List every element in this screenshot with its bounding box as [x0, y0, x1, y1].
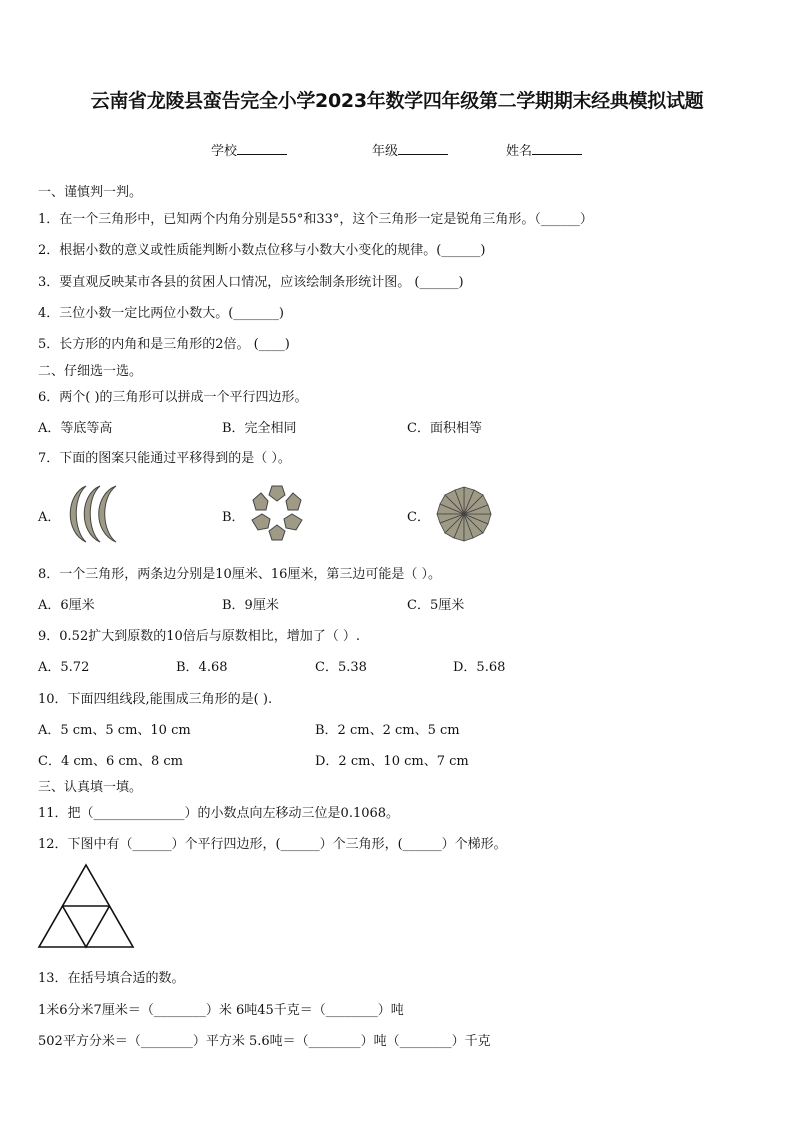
q7-option-b: B．: [222, 510, 245, 525]
section-heading-choose: 二、仔细选一选。: [38, 364, 143, 379]
question-12: 12．下图中有（______）个平行四边形，(______）个三角形，(______）个梯形。: [38, 837, 507, 852]
question-6: 6．两个( )的三角形可以拼成一个平行四边形。: [38, 390, 308, 405]
q13-line-1: 1米6分米7厘米＝（________）米 6吨45千克＝（________）吨: [38, 1003, 404, 1018]
pentagon-ring-figure: [248, 484, 306, 542]
grade-label: 年级: [372, 144, 399, 159]
school-field: [211, 140, 287, 159]
question-1: 1．在一个三角形中，已知两个内角分别是55°和33°，这个三角形一定是锐角三角形。（______）: [38, 212, 593, 227]
triangle-figure: [36, 862, 136, 950]
q13-line-2: 502平方分米＝（________）平方米 5.6吨＝（________）吨（________）千克: [38, 1034, 491, 1049]
crescent-moons-figure: [60, 484, 132, 544]
name-label: 姓名: [506, 144, 533, 159]
question-4: 4．三位小数一定比两位小数大。(_______): [38, 306, 284, 321]
question-3: 3．要直观反映某市各县的贫困人口情况，应该绘制条形统计图。 (______): [38, 275, 464, 290]
question-7: 7．下面的图案只能通过平移得到的是（ ）。: [38, 451, 291, 466]
q9-option-c: C．5.38: [315, 660, 367, 675]
q10-option-c: C．4 cm、6 cm、8 cm: [38, 754, 183, 769]
q9-option-b: B．4.68: [176, 660, 228, 675]
school-label: 学校: [211, 144, 238, 159]
question-8: 8．一个三角形，两条边分别是10厘米、16厘米，第三边可能是（ ）。: [38, 567, 441, 582]
page-title: 云南省龙陵县蛮告完全小学2023年数学四年级第二学期期末经典模拟试题: [90, 90, 704, 112]
grade-blank[interactable]: [398, 142, 448, 155]
q7-option-c: C．: [407, 510, 430, 525]
question-10: 10．下面四组线段,能围成三角形的是( ).: [38, 692, 273, 707]
q10-option-a: A．5 cm、5 cm、10 cm: [38, 723, 191, 738]
name-field: [506, 140, 582, 159]
q6-option-c: C．面积相等: [407, 421, 482, 436]
question-11: 11．把（______________）的小数点向左移动三位是0.1068。: [38, 806, 400, 821]
pinwheel-figure: [434, 484, 494, 544]
question-2: 2．根据小数的意义或性质能判断小数点位移与小数大小变化的规律。(______): [38, 243, 486, 258]
q8-option-a: A．6厘米: [38, 598, 95, 613]
name-blank[interactable]: [532, 142, 582, 155]
q6-option-b: B．完全相同: [222, 421, 297, 436]
q10-option-d: D．2 cm、10 cm、7 cm: [315, 754, 469, 769]
q9-option-a: A．5.72: [38, 660, 90, 675]
q6-option-a: A．等底等高: [38, 421, 113, 436]
grade-field: [372, 140, 448, 159]
section-heading-fill: 三、认真填一填。: [38, 780, 143, 795]
q8-option-b: B．9厘米: [222, 598, 279, 613]
q9-option-d: D．5.68: [453, 660, 506, 675]
q7-option-a: A．: [38, 510, 61, 525]
question-5: 5．长方形的内角和是三角形的2倍。 (____): [38, 337, 290, 352]
section-heading-judge: 一、谨慎判一判。: [38, 185, 143, 200]
q8-option-c: C．5厘米: [407, 598, 465, 613]
question-9: 9．0.52扩大到原数的10倍后与原数相比，增加了（ ）.: [38, 629, 361, 644]
q10-option-b: B．2 cm、2 cm、5 cm: [315, 723, 460, 738]
question-13: 13．在括号填合适的数。: [38, 971, 185, 986]
school-blank[interactable]: [237, 142, 287, 155]
